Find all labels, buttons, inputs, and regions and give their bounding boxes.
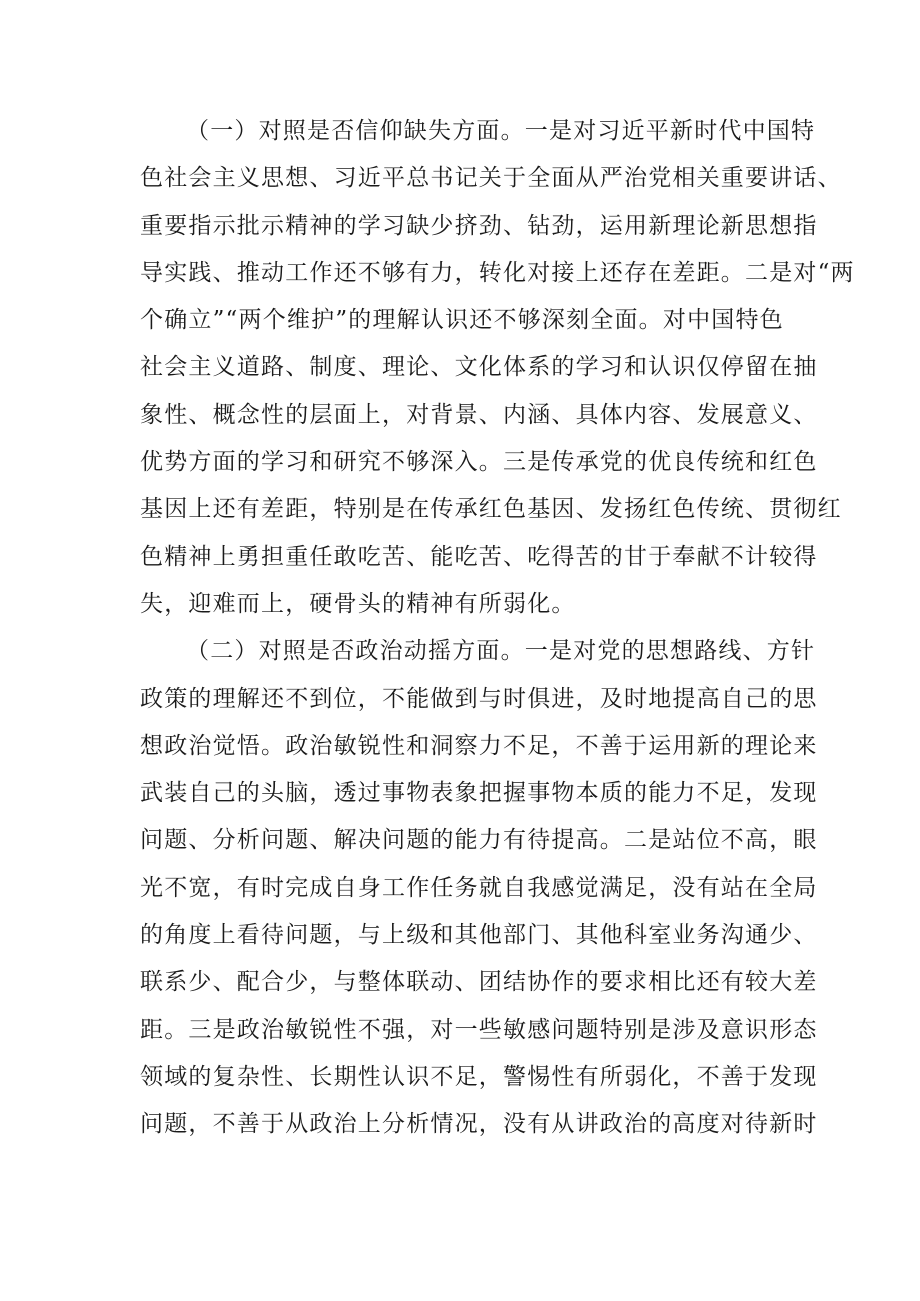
paragraph-1-line-2: 色社会主义思想、习近平总书记关于全面从严治党相关重要讲话、 — [140, 165, 842, 192]
paragraph-1-line-9: 基因上还有差距，特别是在传承红色基因、发扬红色传统、贯彻红 — [140, 496, 842, 523]
paragraph-2-line-5: 问题、分析问题、解决问题的能力有待提高。二是站位不高，眼 — [140, 827, 818, 854]
paragraph-2-line-11: 问题，不善于从政治上分析情况，没有从讲政治的高度对待新时 — [140, 1111, 818, 1138]
paragraph-1-line-11: 失，迎难而上，硬骨头的精神有所弱化。 — [140, 590, 576, 617]
paragraph-2-line-8: 联系少、配合少，与整体联动、团结协作的要求相比还有较大差 — [140, 969, 818, 996]
paragraph-2-line-3: 想政治觉悟。政治敏锐性和洞察力不足，不善于运用新的理论来 — [140, 732, 818, 759]
paragraph-2-line-4: 武装自己的头脑，透过事物表象把握事物本质的能力不足，发现 — [140, 780, 818, 807]
paragraph-1-line-8: 优势方面的学习和研究不够深入。三是传承党的优良传统和红色 — [140, 449, 818, 476]
paragraph-2-line-1: （二）对照是否政治动摇方面。一是对党的思想路线、方针 — [186, 638, 816, 665]
paragraph-1 — [140, 108, 855, 628]
paragraph-1-line-10: 色精神上勇担重任敢吃苦、能吃苦、吃得苦的甘于奉献不计较得 — [140, 543, 818, 570]
paragraph-2-line-2: 政策的理解还不到位，不能做到与时俱进，及时地提高自己的思 — [140, 685, 818, 712]
paragraph-1-line-7: 象性、概念性的层面上，对背景、内涵、具体内容、发展意义、 — [140, 401, 818, 428]
paragraph-2-line-10: 领域的复杂性、长期性认识不足，警惕性有所弱化，不善于发现 — [140, 1063, 818, 1090]
paragraph-2-line-7: 的角度上看待问题，与上级和其他部门、其他科室业务沟通少、 — [140, 922, 818, 949]
paragraph-1-line-4: 导实践、推动工作还不够有力，转化对接上还存在差距。二是对“两 — [140, 259, 855, 286]
paragraph-1-line-6: 社会主义道路、制度、理论、文化体系的学习和认识仅停留在抽 — [140, 354, 818, 381]
paragraph-1-line-3: 重要指示批示精神的学习缺少挤劲、钻劲，运用新理论新思想指 — [140, 212, 818, 239]
paragraph-1-line-1: （一）对照是否信仰缺失方面。一是对习近平新时代中国特 — [186, 118, 816, 144]
paragraph-2-line-6: 光不宽，有时完成自身工作任务就自我感觉满足，没有站在全局 — [140, 874, 818, 901]
paragraph-2-line-9: 距。三是政治敏锐性不强，对一些敏感问题特别是涉及意识形态 — [140, 1016, 818, 1043]
document-body — [140, 108, 855, 1149]
paragraph-1-line-5: 个确立”“两个维护”的理解认识还不够深刻全面。对中国特色 — [140, 307, 784, 334]
paragraph-2 — [140, 628, 818, 1148]
